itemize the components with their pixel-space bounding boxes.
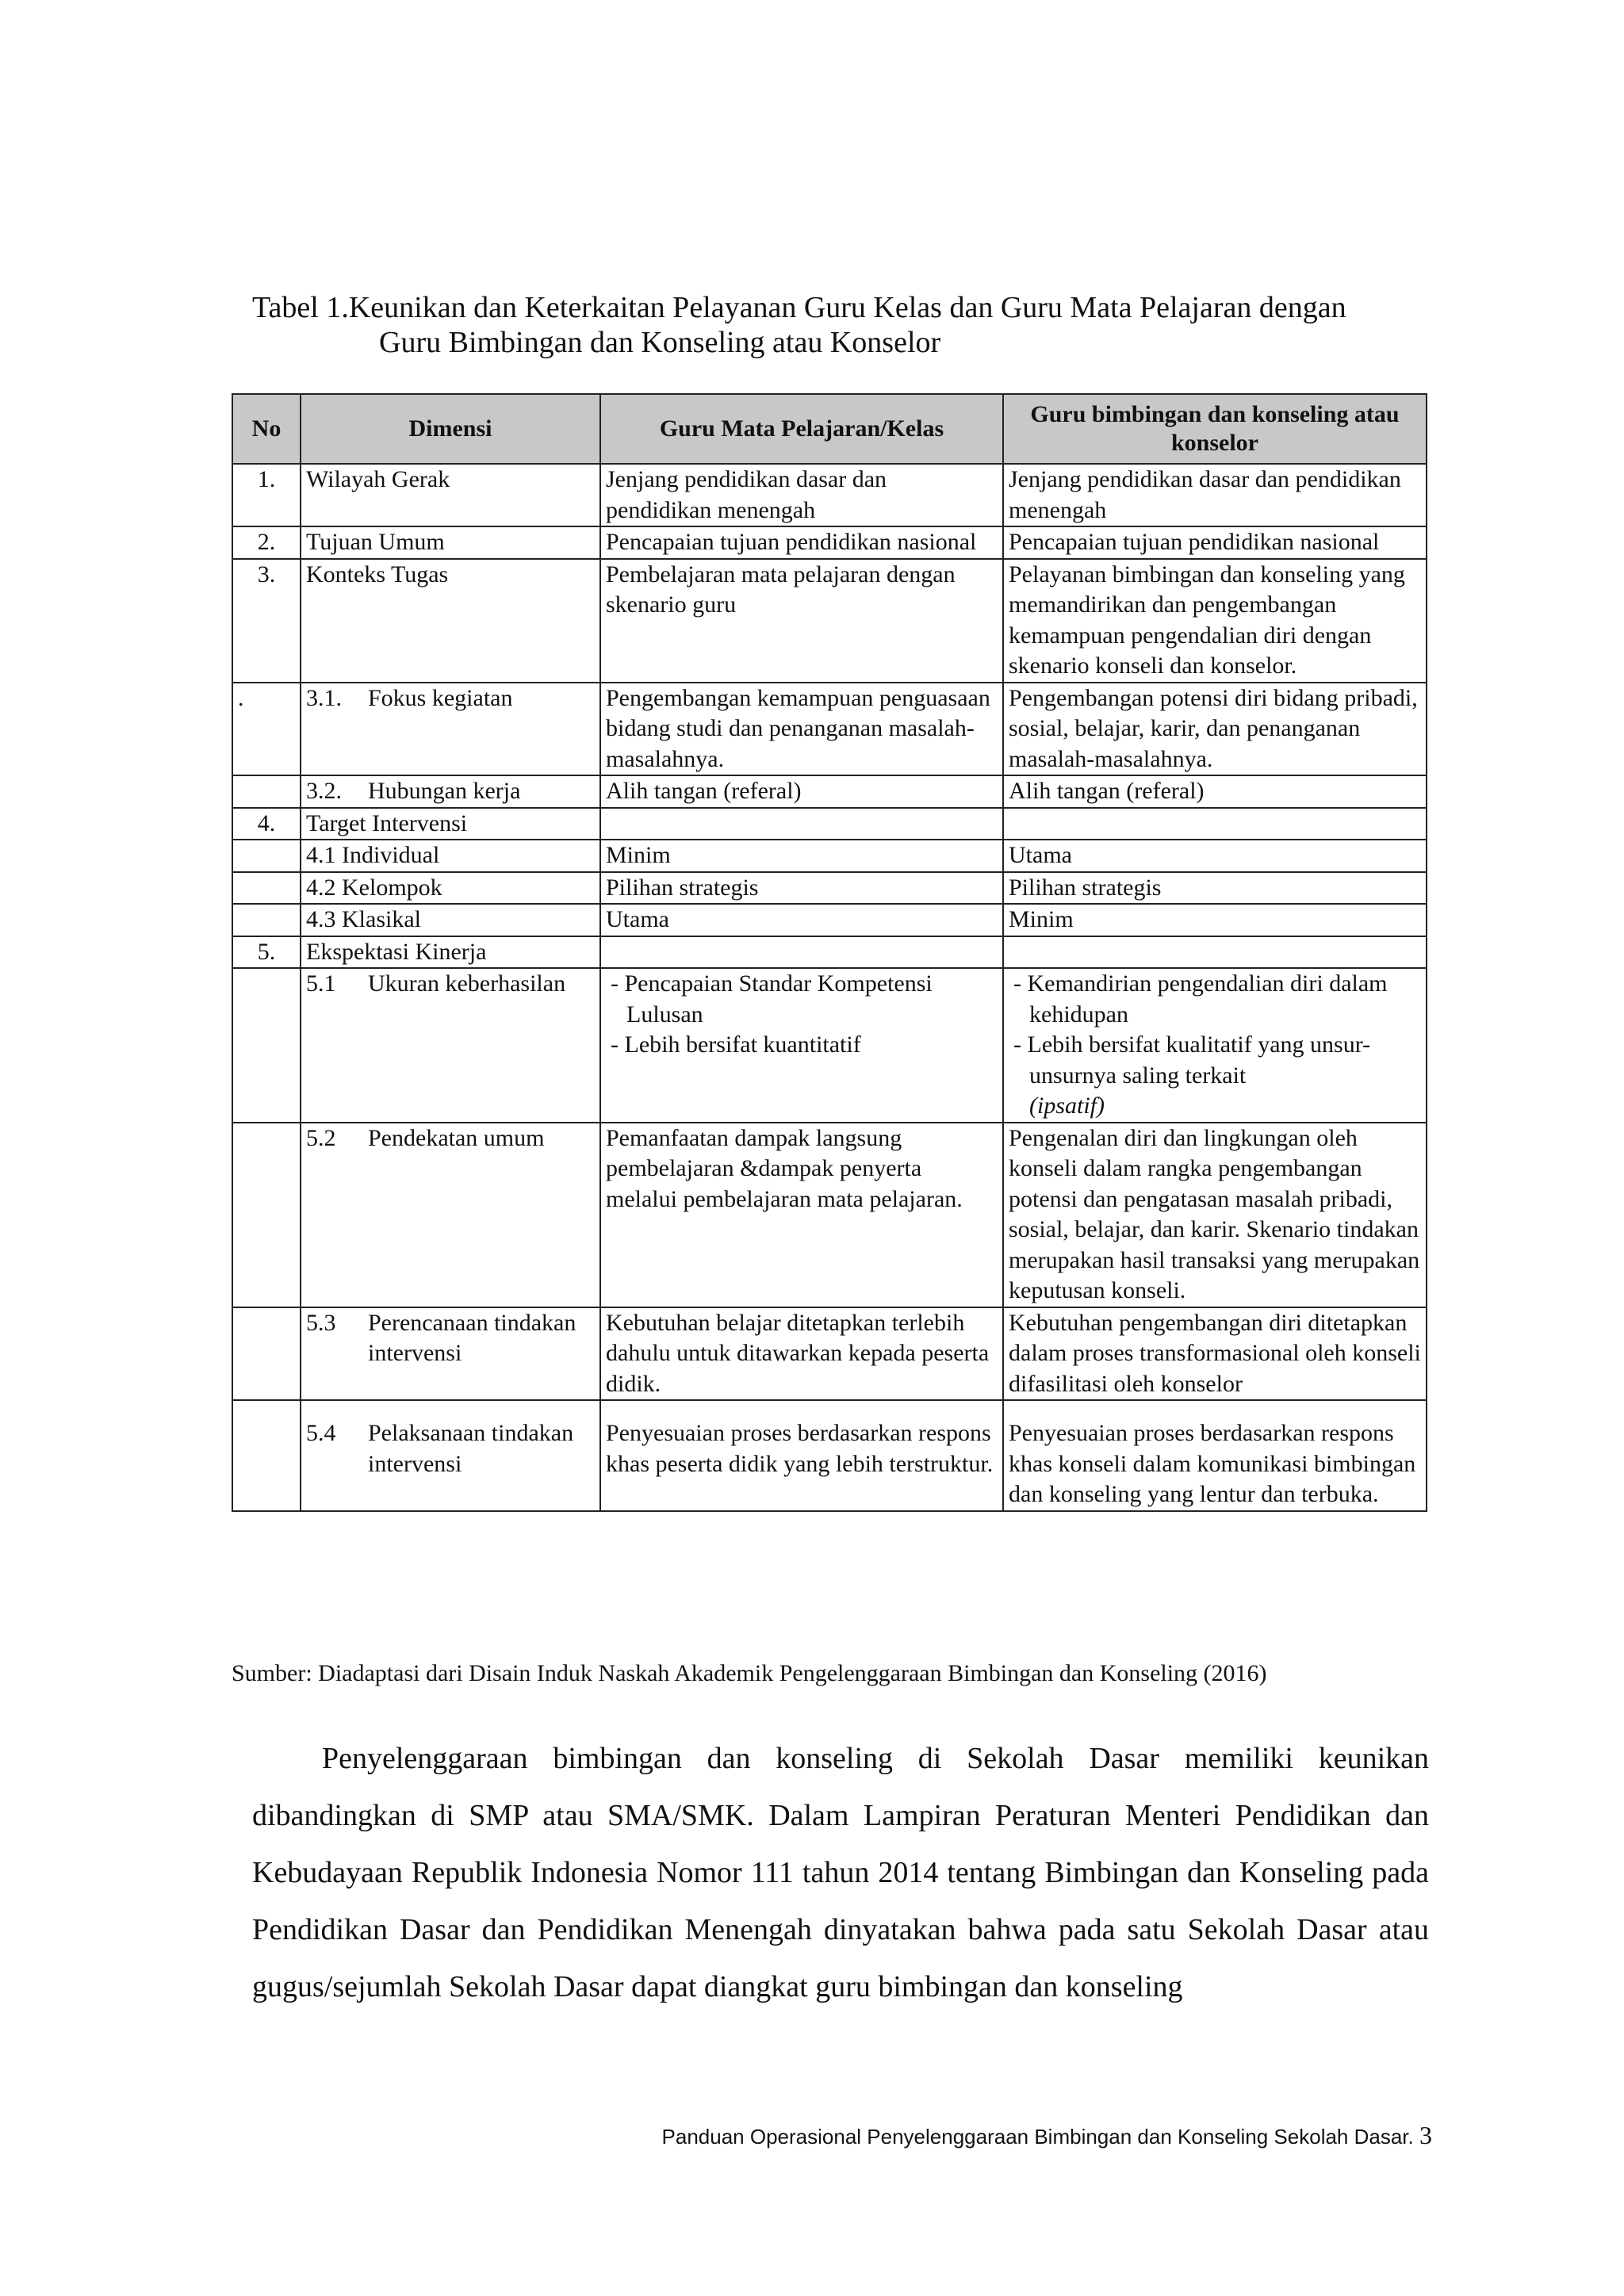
table-row <box>232 840 1427 872</box>
list-item: - Lebih bersifat kualitatif yang unsur-unsurnya saling terkait <box>1013 1031 1371 1089</box>
table-row <box>232 968 1427 1123</box>
header-no: No <box>232 394 301 464</box>
sub-label: Ukuran keberhasilan <box>368 970 566 997</box>
row-dimensi <box>301 683 600 776</box>
table-row <box>232 526 1427 559</box>
table-row <box>232 1307 1427 1401</box>
sub-number: 5.4 <box>306 1420 336 1446</box>
sub-number: 3.2. <box>306 778 342 804</box>
table-row <box>232 904 1427 936</box>
sub-number: 3.1. <box>306 684 342 711</box>
row-no <box>232 968 301 1123</box>
table-row <box>232 1400 1427 1511</box>
row-guru-mapel: Minim <box>600 840 1003 872</box>
caption-line-1: Tabel 1.Keunikan dan Keterkaitan Pelayanan Guru Kelas dan Guru Mata Pelajaran dengan <box>252 291 1346 324</box>
table-header-row <box>232 394 1427 464</box>
row-guru-mapel: Pemanfaatan dampak langsung pembelajaran &dampak penyerta melalui pembelajaran mata pelajaran. <box>600 1123 1003 1307</box>
row-no: 3. <box>232 559 301 683</box>
row-guru-bk <box>1003 968 1427 1123</box>
row-dimensi: Konteks Tugas <box>301 559 600 683</box>
list-item: - Kemandirian pengendalian diri dalam kehidupan <box>1013 970 1388 1027</box>
page-number: 3 <box>1419 2121 1432 2149</box>
row-guru-bk: Alih tangan (referal) <box>1003 775 1427 808</box>
list-item: - Pencapaian Standar Kompetensi Lulusan <box>611 970 933 1027</box>
row-guru-bk: Penyesuaian proses berdasarkan respons khas konseli dalam komunikasi bimbingan dan konseling yang lentur dan terbuka. <box>1003 1400 1427 1511</box>
row-dimensi <box>301 1123 600 1307</box>
row-guru-mapel <box>600 808 1003 840</box>
row-guru-bk: Utama <box>1003 840 1427 872</box>
row-no: 5. <box>232 936 301 969</box>
row-guru-mapel: Utama <box>600 904 1003 936</box>
row-no <box>232 775 301 808</box>
table-caption <box>252 290 1426 360</box>
row-guru-mapel: Alih tangan (referal) <box>600 775 1003 808</box>
row-guru-bk: Pencapaian tujuan pendidikan nasional <box>1003 526 1427 559</box>
row-dimensi: Wilayah Gerak <box>301 464 600 526</box>
row-guru-mapel <box>600 968 1003 1123</box>
row-guru-mapel: Pilihan strategis <box>600 872 1003 905</box>
row-dimensi <box>301 1307 600 1401</box>
row-no: 2. <box>232 526 301 559</box>
table-source-note: Sumber: Diadaptasi dari Disain Induk Naskah Akademik Pengelenggaraan Bimbingan dan Konseling (2016) <box>232 1660 1267 1686</box>
table-row <box>232 936 1427 969</box>
row-guru-bk: Jenjang pendidikan dasar dan pendidikan menengah <box>1003 464 1427 526</box>
list-item: - Lebih bersifat kuantitatif <box>611 1031 861 1058</box>
row-guru-bk: Kebutuhan pengembangan diri ditetapkan dalam proses transformasional oleh konseli difasilitasi oleh konselor <box>1003 1307 1427 1401</box>
row-dimensi <box>301 775 600 808</box>
table-row <box>232 775 1427 808</box>
footer-text: Panduan Operasional Penyelenggaraan Bimbingan dan Konseling Sekolah Dasar. <box>661 2125 1414 2149</box>
sub-label: Perencanaan tindakan intervensi <box>368 1309 576 1366</box>
list-item-note: (ipsatif) <box>1029 1093 1105 1119</box>
table-row <box>232 464 1427 526</box>
row-guru-bk <box>1003 936 1427 969</box>
row-guru-mapel: Pencapaian tujuan pendidikan nasional <box>600 526 1003 559</box>
row-dimensi: Ekspektasi Kinerja <box>301 936 600 969</box>
row-dimensi: Target Intervensi <box>301 808 600 840</box>
row-guru-mapel: Pengembangan kemampuan penguasaan bidang studi dan penanganan masalah-masalahnya. <box>600 683 1003 776</box>
caption-line-2: Guru Bimbingan dan Konseling atau Konselor <box>379 326 941 359</box>
sub-label: Pelaksanaan tindakan intervensi <box>368 1420 574 1477</box>
row-no <box>232 1307 301 1401</box>
sub-label: Fokus kegiatan <box>368 684 513 711</box>
sub-label: Pendekatan umum <box>368 1124 545 1151</box>
row-dimensi: 4.2 Kelompok <box>301 872 600 905</box>
row-no <box>232 1123 301 1307</box>
row-no <box>232 904 301 936</box>
row-guru-mapel: Pembelajaran mata pelajaran dengan skenario guru <box>600 559 1003 683</box>
header-guru-bk: Guru bimbingan dan konseling atau konselor <box>1003 394 1427 464</box>
row-guru-mapel: Jenjang pendidikan dasar dan pendidikan menengah <box>600 464 1003 526</box>
row-dimensi <box>301 968 600 1123</box>
row-guru-bk: Pelayanan bimbingan dan konseling yang memandirikan dan pengembangan kemampuan pengendalian diri dengan skenario konseli dan konselor. <box>1003 559 1427 683</box>
row-guru-bk <box>1003 808 1427 840</box>
row-guru-bk: Pengenalan diri dan lingkungan oleh konseli dalam rangka pengembangan potensi dan pengatasan masalah pribadi, sosial, belajar, dan karir. Skenario tindakan merupakan hasil transaksi yang merupakan keputusan konseli. <box>1003 1123 1427 1307</box>
table-row <box>232 808 1427 840</box>
sub-number: 5.2 <box>306 1124 336 1151</box>
row-guru-mapel: Penyesuaian proses berdasarkan respons khas peserta didik yang lebih terstruktur. <box>600 1400 1003 1511</box>
row-guru-bk: Pilihan strategis <box>1003 872 1427 905</box>
sub-number: 5.1 <box>306 970 336 997</box>
table-row <box>232 559 1427 683</box>
row-no <box>232 872 301 905</box>
row-dimensi: 4.1 Individual <box>301 840 600 872</box>
table-row <box>232 683 1427 776</box>
body-paragraph <box>252 1730 1429 2015</box>
comparison-table <box>232 393 1427 1512</box>
row-no: . <box>232 683 301 776</box>
table-row <box>232 872 1427 905</box>
row-guru-mapel: Kebutuhan belajar ditetapkan terlebih dahulu untuk ditawarkan kepada peserta didik. <box>600 1307 1003 1401</box>
paragraph-text: Penyelenggaraan bimbingan dan konseling di Sekolah Dasar memiliki keunikan dibandingkan di SMP atau SMA/SMK. Dalam Lampiran Peraturan Menteri Pendidikan dan Kebudayaan Republik Indonesia Nomor 111 tahun 2014 tentang Bimbingan dan Konseling pada Pendidikan Dasar dan Pendidikan Menengah dinyatakan bahwa pada satu Sekolah Dasar atau gugus/sejumlah Sekolah Dasar dapat diangkat guru bimbingan dan konseling <box>252 1742 1429 2003</box>
row-no: 1. <box>232 464 301 526</box>
header-dimensi: Dimensi <box>301 394 600 464</box>
row-no: 4. <box>232 808 301 840</box>
row-no <box>232 1400 301 1511</box>
row-dimensi <box>301 1400 600 1511</box>
row-guru-bk: Pengembangan potensi diri bidang pribadi, sosial, belajar, karir, dan penanganan masalah-masalahnya. <box>1003 683 1427 776</box>
row-guru-mapel <box>600 936 1003 969</box>
page-footer <box>639 2122 1432 2150</box>
row-dimensi: Tujuan Umum <box>301 526 600 559</box>
sub-number: 5.3 <box>306 1309 336 1336</box>
row-dimensi: 4.3 Klasikal <box>301 904 600 936</box>
row-no <box>232 840 301 872</box>
header-guru-mapel: Guru Mata Pelajaran/Kelas <box>600 394 1003 464</box>
table-row <box>232 1123 1427 1307</box>
row-guru-bk: Minim <box>1003 904 1427 936</box>
sub-label: Hubungan kerja <box>368 778 521 804</box>
